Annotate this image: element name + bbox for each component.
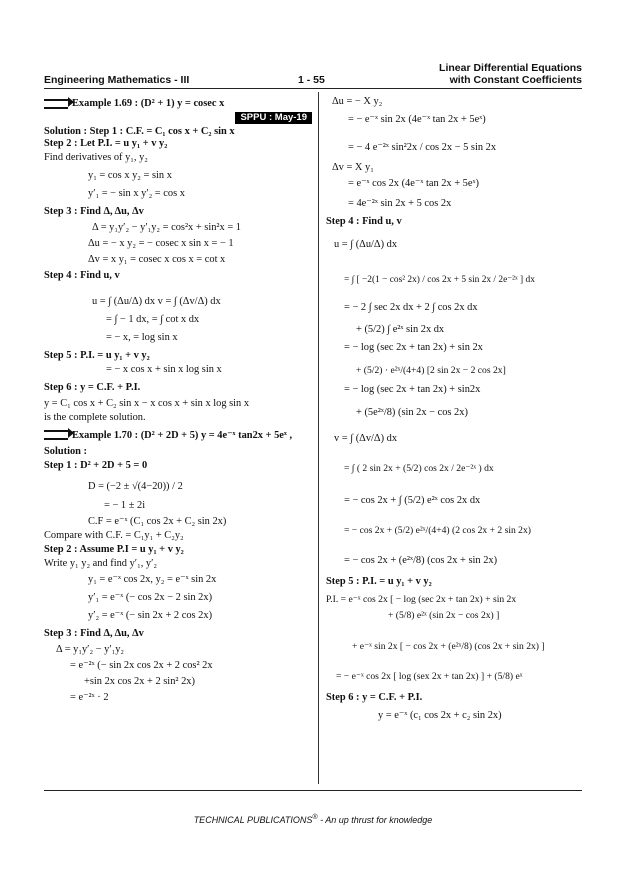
step-heading: Step 4 : Find u, v	[326, 216, 402, 227]
math-line: + (5/8) e²ˣ (sin 2x − cos 2x) ]	[388, 610, 500, 621]
text-line: Solution :	[44, 445, 88, 457]
math-line: = − cos 2x + ∫ (5/2) e²ˣ cos 2x dx	[344, 495, 481, 506]
text-line: Step 2 : Let P.I. = u y₁ + v y₂	[44, 137, 168, 149]
math-line: Δv = x y₁ = cosec x cos x = cot x	[88, 253, 226, 265]
math-line: = − cos 2x + (5/2) e²ˣ/(4+4) (2 cos 2x + 2 sin 2x)	[344, 525, 531, 536]
math-line: y′₁ = e⁻ˣ (− cos 2x − 2 sin 2x)	[88, 591, 213, 603]
math-line: Δu = − x y₂ = − cosec x sin x = − 1	[88, 237, 234, 249]
sppu-badge: SPPU : May-19	[235, 112, 312, 124]
math-line: = − x, = log sin x	[106, 331, 178, 343]
step-heading: Step 5 : P.I. = u y₁ + v y₂	[44, 349, 150, 361]
math-line: = − 2 ∫ sec 2x dx + 2 ∫ cos 2x dx	[344, 302, 478, 313]
math-line: = − log (sec 2x + tan 2x) + sin 2x	[344, 342, 483, 353]
math-line: y′₂ = e⁻ˣ (− sin 2x + 2 cos 2x)	[88, 609, 213, 621]
column-divider	[318, 92, 319, 784]
math-line: v = ∫ (Δv/Δ) dx	[334, 433, 398, 444]
arrow-icon	[44, 430, 68, 440]
text-line: Find derivatives of y₁, y₂	[44, 151, 148, 163]
example-1-69-heading: Example 1.69 : (D² + 1) y = cosec x	[44, 96, 312, 112]
math-line: Δv = X y₁	[332, 162, 374, 173]
math-line: Δ = y₁y′₂ − y′₁y₂	[56, 643, 125, 655]
math-line: = − e⁻ˣ cos 2x [ log (sex 2x + tan 2x) ] + (5/8) eˣ	[336, 671, 523, 682]
left-column	[44, 96, 312, 708]
header-chapter-line1: Linear Differential Equations	[439, 62, 582, 74]
math-line: y = e⁻ˣ (c₁ cos 2x + c₂ sin 2x)	[378, 710, 502, 721]
math-line: = − e⁻ˣ sin 2x (4e⁻ˣ tan 2x + 5eˣ)	[348, 114, 486, 125]
math-line: = ∫ [ −2(1 − cos² 2x) / cos 2x + 5 sin 2x / 2e⁻²ˣ ] dx	[344, 275, 535, 285]
math-line: y₁ = e⁻ˣ cos 2x, y₂ = e⁻ˣ sin 2x	[88, 573, 217, 585]
math-line: = − 4 e⁻²ˣ sin²2x / cos 2x − 5 sin 2x	[348, 142, 497, 153]
math-line: Δ = y₁y′₂ − y′₁y₂ = cos²x + sin²x = 1	[92, 221, 241, 233]
math-line: + e⁻ˣ sin 2x [ − cos 2x + (e²ˣ/8) (cos 2x + sin 2x) ]	[352, 641, 545, 652]
math-line: = − x cos x + sin x log sin x	[106, 363, 222, 375]
footer-rule	[44, 790, 582, 791]
math-line: = e⁻ˣ cos 2x (4e⁻ˣ tan 2x + 5eˣ)	[348, 178, 479, 189]
step-heading: Step 5 : P.I. = u y₁ + v y₂	[326, 576, 432, 587]
math-line: y₁ = cos x y₂ = sin x	[88, 169, 172, 181]
math-line: Δu = − X y₂	[332, 96, 383, 107]
math-line: + (5e²ˣ/8) (sin 2x − cos 2x)	[356, 407, 468, 418]
step-heading: Step 6 : y = C.F. + P.I.	[44, 381, 141, 393]
arrow-icon	[44, 99, 68, 109]
math-line: + (5/2) ∫ e²ˣ sin 2x dx	[356, 324, 445, 335]
text-line: is the complete solution.	[44, 411, 146, 423]
header-page-number: 1 - 55	[298, 74, 325, 86]
footer-publisher: TECHNICAL PUBLICATIONS	[193, 815, 313, 825]
math-line: u = ∫ (Δu/Δ) dx	[334, 239, 398, 250]
math-line: D = (−2 ± √(4−20)) / 2	[88, 480, 183, 492]
math-line: C.F = e⁻ˣ (C₁ cos 2x + C₂ sin 2x)	[88, 515, 227, 527]
math-line: u = ∫ (Δu/Δ) dx v = ∫ (Δv/Δ) dx	[92, 295, 221, 307]
text-line: Compare with C.F. = C₁y₁ + C₂y₂	[44, 529, 184, 541]
step-heading: Step 6 : y = C.F. + P.I.	[326, 692, 423, 703]
math-line: = e⁻²ˣ · 2	[70, 691, 109, 703]
math-line: = 4e⁻²ˣ sin 2x + 5 cos 2x	[348, 198, 452, 209]
step-heading: Step 3 : Find Δ, Δu, Δv	[44, 205, 144, 217]
text-line: Solution : Step 1 : C.F. = C₁ cos x + C₂ sin x	[44, 126, 235, 137]
math-line: y′₁ = − sin x y′₂ = cos x	[88, 187, 185, 199]
example-1-70-heading: Example 1.70 : (D² + 2D + 5) y = 4e⁻ˣ tan2x + 5eˣ ,	[44, 426, 312, 446]
text-line: y = C₁ cos x + C₂ sin x − x cos x + sin x log sin x	[44, 397, 250, 409]
header-book-title: Engineering Mathematics - III	[44, 74, 190, 86]
header-chapter-line2: with Constant Coefficients	[449, 74, 582, 86]
math-line: + (5/2) · e²ˣ/(4+4) [2 sin 2x − 2 cos 2x]	[356, 365, 506, 376]
math-line: = ∫ ( 2 sin 2x + (5/2) cos 2x / 2e⁻²ˣ ) dx	[344, 463, 494, 474]
math-line: = e⁻²ˣ (− sin 2x cos 2x + 2 cos² 2x	[70, 659, 213, 671]
math-line: = − log (sec 2x + tan 2x) + sin2x	[344, 384, 481, 395]
math-line: P.I. = e⁻ˣ cos 2x [ − log (sec 2x + tan 2x) + sin 2x	[326, 594, 517, 605]
step-heading: Step 4 : Find u, v	[44, 269, 120, 281]
math-line: = ∫ − 1 dx, = ∫ cot x dx	[106, 313, 200, 325]
header-rule	[44, 88, 582, 89]
step-heading: Step 2 : Assume P.I = u y₁ + v y₂	[44, 543, 184, 555]
right-column	[326, 96, 584, 726]
step-heading: Step 3 : Find Δ, Δu, Δv	[44, 627, 144, 639]
math-line: = − cos 2x + (e²ˣ/8) (cos 2x + sin 2x)	[344, 555, 498, 566]
footer-tagline: - An up thrust for knowledge	[317, 815, 433, 825]
footer	[0, 814, 626, 825]
registered-mark: ®	[312, 814, 318, 821]
math-line: = − 1 ± 2i	[104, 499, 146, 511]
sppu-badge-row	[44, 112, 312, 126]
math-line: +sin 2x cos 2x + 2 sin² 2x)	[84, 675, 195, 687]
step-heading: Step 1 : D² + 2D + 5 = 0	[44, 459, 148, 471]
text-line: Write y₁ y₂ and find y′₁, y′₂	[44, 557, 157, 569]
